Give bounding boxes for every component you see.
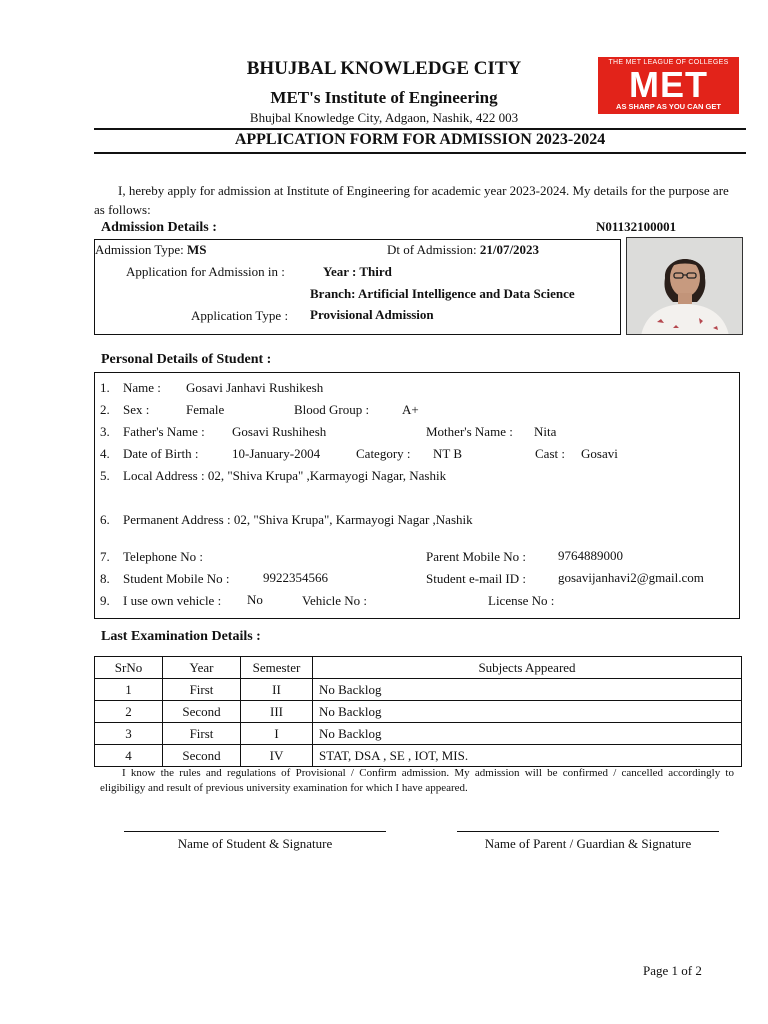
name-label: Name : <box>123 380 161 395</box>
admission-type-label: Admission Type: <box>95 242 184 257</box>
column-header-srno: SrNo <box>95 657 163 679</box>
application-type-value: Provisional Admission <box>310 307 434 322</box>
father-name: Gosavi Rushihesh <box>232 424 327 439</box>
sex-value: Female <box>186 402 225 417</box>
blood-group-value: A+ <box>402 402 419 417</box>
institute-address: Bhujbal Knowledge City, Adgaon, Nashik, 422 003 <box>249 110 519 125</box>
item-number: 1. <box>100 380 110 395</box>
table-row <box>95 745 742 767</box>
item-number: 2. <box>100 402 110 417</box>
apply-label: Application for Admission in : <box>126 264 285 279</box>
admission-date-value: 21/07/2023 <box>479 242 540 257</box>
admission-type-value: MS <box>187 242 207 257</box>
exam-table-header <box>95 657 742 679</box>
column-header-year: Year <box>163 657 241 679</box>
institute-title: MET's Institute of Engineering <box>270 88 498 107</box>
cell-subjects: No Backlog <box>313 679 742 701</box>
intro-paragraph: I, hereby apply for admission at Institute of Engineering for academic year 2023-2024. My details for the purpose are as follows: <box>94 183 729 217</box>
student-photo <box>626 237 743 335</box>
blood-group-label: Blood Group : <box>294 402 370 417</box>
form-number: N01132100001 <box>596 219 677 234</box>
logo-tagline-bottom: AS SHARP AS YOU CAN GET <box>616 102 721 111</box>
table-row <box>95 679 742 701</box>
student-signature-label: Name of Student & Signature <box>177 836 333 851</box>
cast-value: Gosavi <box>581 446 618 461</box>
vehicle-label: I use own vehicle : <box>123 593 222 608</box>
item-number: 7. <box>100 549 110 564</box>
cell-semester: II <box>241 679 313 701</box>
item-number: 6. <box>100 512 110 527</box>
student-photo-image <box>627 238 743 335</box>
item-number: 8. <box>100 571 110 586</box>
admission-details-heading: Admission Details : <box>101 220 217 235</box>
cell-year: First <box>163 679 241 701</box>
dob-value: 10-January-2004 <box>232 446 321 461</box>
sex-label: Sex : <box>123 402 150 417</box>
table-row <box>95 701 742 723</box>
column-header-subjects: Subjects Appeared <box>313 657 742 679</box>
parent-signature-label: Name of Parent / Guardian & Signature <box>484 836 692 851</box>
telephone-label: Telephone No : <box>123 549 203 564</box>
cell-semester: III <box>241 701 313 723</box>
cell-subjects: No Backlog <box>313 723 742 745</box>
mother-name: Nita <box>534 424 557 439</box>
title-rule-bottom <box>94 152 746 154</box>
student-mobile-value: 9922354566 <box>263 570 328 585</box>
admission-year: Year : Third <box>323 264 392 279</box>
item-number: 9. <box>100 593 110 608</box>
met-logo <box>598 57 739 114</box>
cell-semester: I <box>241 723 313 745</box>
cell-year: Second <box>163 701 241 723</box>
local-address: Local Address : 02, "Shiva Krupa" ,Karmayogi Nagar, Nashik <box>123 468 447 483</box>
cell-srno: 2 <box>95 701 163 723</box>
cell-semester: IV <box>241 745 313 767</box>
page-number: Page 1 of 2 <box>643 963 702 978</box>
category-label: Category : <box>356 446 411 461</box>
admission-date-label: Dt of Admission: <box>387 242 477 257</box>
admission-branch: Branch: Artificial Intelligence and Data Science <box>310 286 575 301</box>
cell-year: Second <box>163 745 241 767</box>
parent-mobile-value: 9764889000 <box>558 548 623 563</box>
permanent-address: Permanent Address : 02, "Shiva Krupa", Karmayogi Nagar ,Nashik <box>123 512 473 527</box>
cell-year: First <box>163 723 241 745</box>
declaration-text: I know the rules and regulations of Provisional / Confirm admission. My admission will be confirmed / cancelled accordingly to eligibiligy and result of previous university examination for which I have appeared. <box>100 767 734 794</box>
form-title: APPLICATION FORM FOR ADMISSION 2023-2024 <box>234 131 606 148</box>
logo-wordmark: MET <box>629 64 708 105</box>
admission-date <box>387 242 539 258</box>
table-row <box>95 723 742 745</box>
student-signature-line <box>124 831 386 832</box>
admission-type <box>95 242 207 258</box>
column-header-semester: Semester <box>241 657 313 679</box>
logo-tagline-top: THE MET LEAGUE OF COLLEGES <box>608 59 729 66</box>
license-label: License No : <box>488 593 555 608</box>
institution-name: BHUJBAL KNOWLEDGE CITY <box>246 58 522 79</box>
item-number: 5. <box>100 468 110 483</box>
item-number: 4. <box>100 446 110 461</box>
email-value: gosavijanhavi2@gmail.com <box>558 570 704 585</box>
application-type-label: Application Type : <box>191 308 289 323</box>
exam-table <box>94 656 742 767</box>
personal-details-heading: Personal Details of Student : <box>101 352 272 367</box>
cell-srno: 3 <box>95 723 163 745</box>
parent-signature-line <box>457 831 719 832</box>
mother-name-label: Mother's Name : <box>426 424 513 439</box>
email-label: Student e-mail ID : <box>426 571 527 586</box>
item-number: 3. <box>100 424 110 439</box>
cell-srno: 1 <box>95 679 163 701</box>
dob-label: Date of Birth : <box>123 446 199 461</box>
vehicle-value: No <box>247 592 263 607</box>
category-value: NT B <box>433 446 463 461</box>
cell-srno: 4 <box>95 745 163 767</box>
student-mobile-label: Student Mobile No : <box>123 571 230 586</box>
cell-subjects: No Backlog <box>313 701 742 723</box>
exam-details-heading: Last Examination Details : <box>101 629 261 644</box>
parent-mobile-label: Parent Mobile No : <box>426 549 527 564</box>
father-name-label: Father's Name : <box>123 424 205 439</box>
vehicle-no-label: Vehicle No : <box>302 593 367 608</box>
cell-subjects: STAT, DSA , SE , IOT, MIS. <box>313 745 742 767</box>
student-name: Gosavi Janhavi Rushikesh <box>186 380 324 395</box>
title-rule-top <box>94 128 746 130</box>
cast-label: Cast : <box>535 446 565 461</box>
